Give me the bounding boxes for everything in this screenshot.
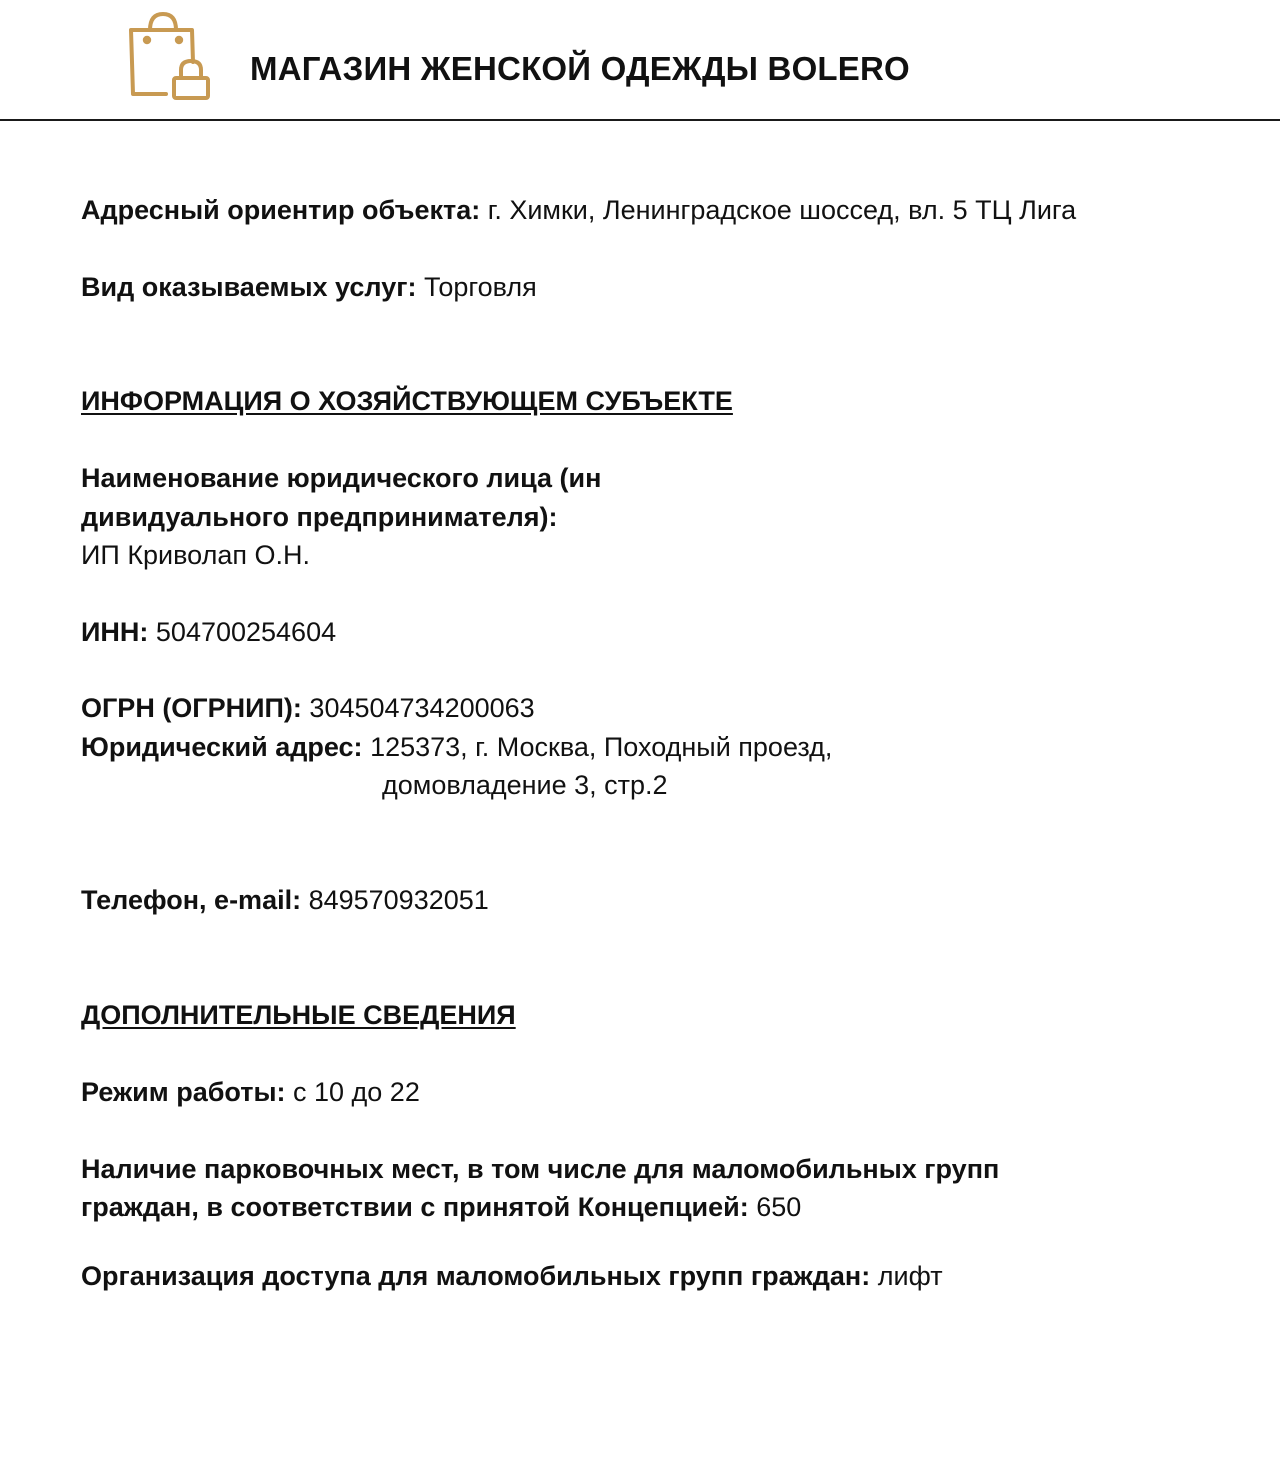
- shopping-bag-lock-icon: [126, 10, 214, 102]
- inn-value: 504700254604: [148, 617, 337, 647]
- address-label: Адресный ориентир объекта:: [81, 195, 481, 225]
- contacts-value: 849570932051: [301, 885, 489, 915]
- hours-row: [81, 1073, 420, 1111]
- ogrn-row: [81, 689, 535, 727]
- entity-section-heading: ИНФОРМАЦИЯ О ХОЗЯЙСТВУЮЩЕМ СУБЪЕКТЕ: [81, 386, 733, 416]
- parking-row: [81, 1188, 801, 1226]
- ogrn-value: 304504734200063: [301, 693, 535, 723]
- entity-name-value: ИП Криволап О.Н.: [81, 540, 310, 570]
- parking-label-line1: Наличие парковочных мест, в том числе для маломобильных групп: [81, 1154, 1000, 1184]
- address-row: [81, 191, 1076, 229]
- hours-value: с 10 до 22: [285, 1077, 420, 1107]
- page-title: МАГАЗИН ЖЕНСКОЙ ОДЕЖДЫ BOLERO: [250, 50, 910, 87]
- access-row: [81, 1257, 943, 1295]
- services-label: Вид оказываемых услуг:: [81, 272, 417, 302]
- address-value: г. Химки, Ленинградское шоссед, вл. 5 ТЦ Лига: [480, 195, 1077, 225]
- legal-address-label: Юридический адрес:: [81, 732, 363, 762]
- hours-label: Режим работы:: [81, 1077, 286, 1107]
- contacts-label: Телефон, e-mail:: [81, 885, 302, 915]
- additional-section-heading: ДОПОЛНИТЕЛЬНЫЕ СВЕДЕНИЯ: [81, 1000, 516, 1030]
- ogrn-label: ОГРН (ОГРНИП):: [81, 693, 302, 723]
- header-divider: [0, 119, 1280, 121]
- services-row: [81, 268, 537, 306]
- contacts-row: [81, 881, 489, 919]
- legal-address-line1: 125373, г. Москва, Походный проезд,: [362, 732, 833, 762]
- parking-label-line2: граждан, в соответствии с принятой Концепцией:: [81, 1192, 749, 1222]
- page-header: [0, 0, 1280, 121]
- access-label: Организация доступа для маломобильных групп граждан:: [81, 1261, 871, 1291]
- entity-name-label-line1: Наименование юридического лица (ин: [81, 463, 602, 493]
- parking-value: 650: [748, 1192, 802, 1222]
- access-value: лифт: [870, 1261, 943, 1291]
- inn-label: ИНН:: [81, 617, 149, 647]
- inn-row: [81, 613, 336, 651]
- legal-address-line2: домовладение 3, стр.2: [382, 770, 668, 800]
- services-value: Торговля: [416, 272, 537, 302]
- legal-address-row: [81, 728, 832, 766]
- entity-name-label-line2: дивидуального предпринимателя):: [81, 502, 558, 532]
